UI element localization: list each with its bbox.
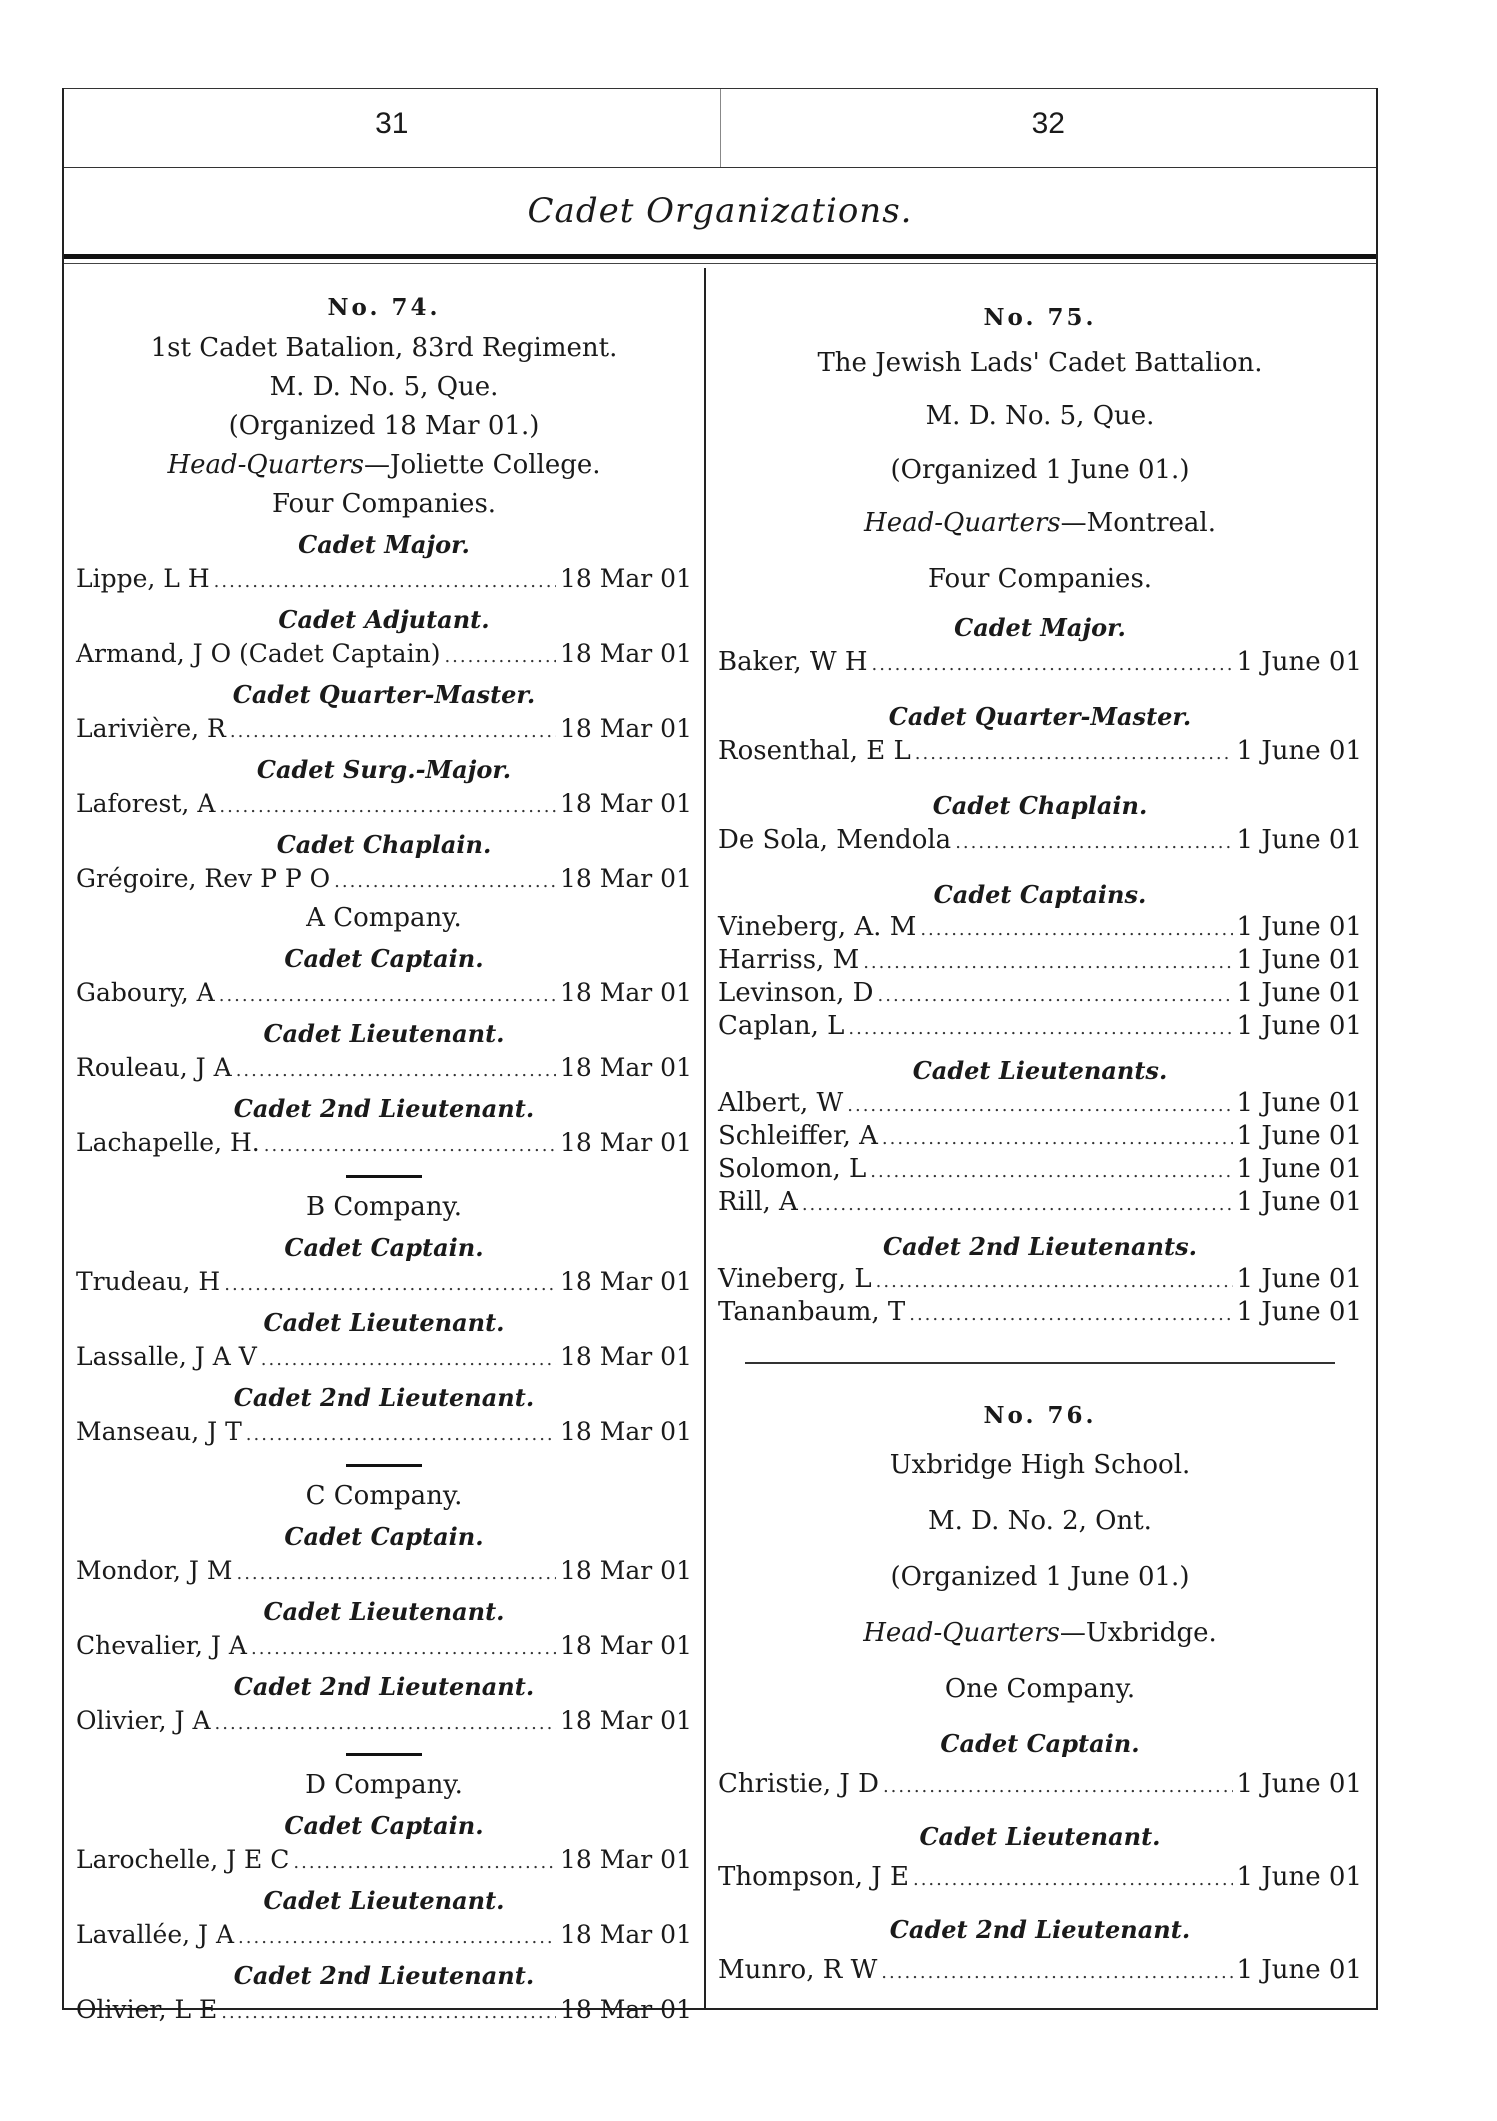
officer-date: 18 Mar 01 (560, 1267, 692, 1296)
officer-entry (76, 1918, 692, 1955)
appointment-heading: Cadet Chaplain. (276, 830, 492, 859)
officer-date: 1 June 01 (1236, 912, 1362, 942)
officer-name: Olivier, J A (76, 1706, 211, 1735)
officer-name: Baker, W H (718, 647, 868, 677)
officer-name: Lavallée, J A (76, 1920, 235, 1949)
officer-date: 18 Mar 01 (560, 1995, 692, 2024)
officer-name: Harriss, M (718, 945, 860, 975)
officer-entry (718, 1011, 1362, 1044)
hq-label: Head-Quarters (864, 508, 1061, 538)
leader-dots (264, 1129, 556, 1163)
leader-dots (261, 1343, 556, 1377)
appointment-heading: Cadet Lieutenant. (263, 1597, 505, 1626)
appointment-heading: Cadet 2nd Lieutenants. (883, 1232, 1197, 1261)
officer-name: Lassalle, J A V (76, 1342, 257, 1371)
leader-dots (863, 948, 1232, 978)
officer-date: 1 June 01 (1236, 1088, 1362, 1118)
company-divider (346, 1753, 422, 1756)
company-title: A Company. (306, 903, 462, 933)
officer-date: 18 Mar 01 (560, 1556, 692, 1585)
officer-date: 18 Mar 01 (560, 1845, 692, 1874)
org-companies: Four Companies. (927, 564, 1153, 594)
officer-entry (76, 1051, 692, 1088)
officer-entry (76, 712, 692, 749)
page-number-left: 31 (64, 89, 721, 167)
officer-entry (718, 1121, 1362, 1154)
officer-name: Gaboury, A (76, 978, 215, 1007)
leader-dots (915, 737, 1233, 771)
leader-dots (882, 1124, 1233, 1154)
officer-entry (718, 1264, 1362, 1297)
officer-name: Manseau, J T (76, 1417, 242, 1446)
section-title: Cadet Organizations. (527, 191, 913, 231)
leader-dots (848, 1014, 1232, 1044)
appointment-heading: Cadet Major. (954, 613, 1126, 642)
officer-entry (718, 734, 1362, 771)
officer-name: Rouleau, J A (76, 1053, 232, 1082)
leader-dots (219, 790, 556, 824)
leader-dots (215, 1707, 556, 1741)
leader-dots (920, 915, 1232, 945)
hq-label: Head-Quarters (863, 1618, 1060, 1648)
page-number-right: 32 (1031, 107, 1065, 140)
appointment-heading: Cadet 2nd Lieutenant. (889, 1915, 1191, 1944)
officer-date: 18 Mar 01 (560, 1128, 692, 1157)
officer-entry (76, 1704, 692, 1741)
header-rule-thick (64, 254, 1376, 259)
appointment-heading: Cadet Chaplain. (932, 791, 1148, 820)
officer-name: Tananbaum, T (718, 1297, 906, 1327)
appointment-heading: Cadet Lieutenant. (263, 1886, 505, 1915)
leader-dots (334, 865, 556, 899)
leader-dots (878, 981, 1233, 1011)
hq-label: Head-Quarters (167, 450, 365, 480)
officer-name: Armand, J O (Cadet Captain) (76, 639, 441, 668)
leader-dots (870, 1157, 1232, 1187)
officer-name: Christie, J D (718, 1769, 879, 1799)
appointment-heading: Cadet Major. (298, 530, 470, 559)
officer-name: Albert, W (718, 1088, 844, 1118)
company-divider (346, 1464, 422, 1467)
officer-entry (76, 562, 692, 599)
appointment-heading: Cadet 2nd Lieutenant. (233, 1094, 535, 1123)
org-headquarters (76, 446, 692, 485)
appointment-heading: Cadet Lieutenant. (263, 1019, 505, 1048)
page-header (64, 88, 1376, 168)
officer-entry (76, 1415, 692, 1452)
officer-date: 18 Mar 01 (560, 789, 692, 818)
leader-dots (909, 1300, 1232, 1330)
officer-date: 1 June 01 (1236, 1154, 1362, 1184)
appointment-heading: Cadet Lieutenant. (263, 1308, 505, 1337)
org-district: M. D. No. 5, Que. (925, 401, 1155, 431)
company-title: B Company. (306, 1192, 462, 1222)
officer-date: 1 June 01 (1236, 1121, 1362, 1151)
officer-name: Mondor, J M (76, 1556, 233, 1585)
officer-name: Chevalier, J A (76, 1631, 247, 1660)
officer-name: Olivier, L E (76, 1995, 218, 2024)
leader-dots (881, 1950, 1232, 1996)
appointment-heading: Cadet Captains. (933, 880, 1147, 909)
officer-date: 18 Mar 01 (560, 1342, 692, 1371)
officer-date: 18 Mar 01 (560, 1706, 692, 1735)
officer-name: De Sola, Mendola (718, 825, 952, 855)
officer-entry (718, 1297, 1362, 1330)
officer-name: Caplan, L (718, 1011, 845, 1041)
leader-dots (214, 565, 556, 599)
officer-name: Laforest, A (76, 789, 216, 818)
leader-dots (872, 648, 1233, 682)
officer-name: Lachapelle, H. (76, 1128, 260, 1157)
officer-name: Schleiffer, A (718, 1121, 878, 1151)
hq-value: —Montreal. (1060, 508, 1216, 538)
leader-dots (246, 1418, 556, 1452)
leader-dots (955, 826, 1232, 860)
officer-entry (76, 976, 692, 1013)
org-companies: One Company. (944, 1674, 1136, 1704)
leader-dots (251, 1632, 556, 1666)
officer-date: 18 Mar 01 (560, 1920, 692, 1949)
officer-entry (718, 1761, 1362, 1810)
leader-dots (802, 1190, 1233, 1220)
column-left (64, 268, 706, 2024)
org-district: M. D. No. 2, Ont. (928, 1506, 1152, 1536)
appointment-heading: Cadet Captain. (284, 1811, 484, 1840)
org-organized: (Organized 18 Mar 01.) (228, 411, 540, 441)
officer-date: 1 June 01 (1236, 647, 1362, 677)
officer-entry (718, 1947, 1362, 1996)
officer-date: 18 Mar 01 (560, 1053, 692, 1082)
officer-date: 1 June 01 (1236, 1011, 1362, 1041)
officer-date: 18 Mar 01 (560, 639, 692, 668)
appointment-heading: Cadet Adjutant. (278, 605, 490, 634)
officer-entry (76, 1629, 692, 1666)
appointment-heading: Cadet Lieutenants. (912, 1056, 1168, 1085)
officer-date: 1 June 01 (1236, 1769, 1362, 1799)
officer-entry (718, 1088, 1362, 1121)
officer-name: Munro, R W (718, 1955, 878, 1985)
officer-name: Rosenthal, E L (718, 736, 911, 766)
org-76 (718, 1402, 1362, 1996)
officer-entry (718, 823, 1362, 860)
org-headquarters (718, 1605, 1362, 1661)
officer-name: Lippe, L H (76, 564, 210, 593)
officer-name: Grégoire, Rev P P O (76, 864, 331, 893)
officer-entry (76, 1554, 692, 1591)
appointment-heading: Cadet Quarter-Master. (232, 680, 536, 709)
officer-entry (76, 1993, 692, 2030)
org-name: The Jewish Lads' Cadet Battalion. (817, 348, 1263, 378)
officer-date: 1 June 01 (1236, 1297, 1362, 1327)
officer-date: 1 June 01 (1236, 1862, 1362, 1892)
officer-date: 18 Mar 01 (560, 864, 692, 893)
officer-entry (718, 645, 1362, 682)
leader-dots (230, 715, 556, 749)
officer-name: Thompson, J E (718, 1862, 909, 1892)
officer-name: Vineberg, A. M (718, 912, 917, 942)
officer-entry (76, 1340, 692, 1377)
org-75 (718, 304, 1362, 1330)
appointment-heading: Cadet Lieutenant. (919, 1822, 1161, 1851)
officer-entry (718, 978, 1362, 1011)
appointment-heading: Cadet Captain. (284, 944, 484, 973)
org-district: M. D. No. 5, Que. (269, 372, 499, 402)
officer-entry (718, 1854, 1362, 1903)
register-page (62, 88, 1378, 2024)
officer-date: 18 Mar 01 (560, 978, 692, 1007)
org-74 (76, 294, 692, 2030)
leader-dots (847, 1091, 1232, 1121)
leader-dots (876, 1267, 1233, 1297)
appointment-heading: Cadet Quarter-Master. (888, 702, 1192, 731)
officer-date: 1 June 01 (1236, 945, 1362, 975)
officer-date: 18 Mar 01 (560, 714, 692, 743)
officer-entry (76, 787, 692, 824)
officer-date: 1 June 01 (1236, 1955, 1362, 1985)
leader-dots (224, 1268, 556, 1302)
appointment-heading: Cadet 2nd Lieutenant. (233, 1961, 535, 1990)
officer-name: Larochelle, J E C (76, 1845, 290, 1874)
leader-dots (236, 1557, 556, 1591)
leader-dots (219, 979, 556, 1013)
appointment-heading: Cadet Captain. (284, 1233, 484, 1262)
org-organized: (Organized 1 June 01.) (890, 455, 1190, 485)
officer-date: 18 Mar 01 (560, 1631, 692, 1660)
leader-dots (883, 1764, 1233, 1810)
org-number: No. 75. (983, 304, 1097, 331)
appointment-heading: Cadet Surg.-Major. (256, 755, 512, 784)
appointment-heading: Cadet Captain. (940, 1729, 1140, 1758)
organization-divider (745, 1362, 1335, 1364)
officer-name: Vineberg, L (718, 1264, 872, 1294)
officer-entry (718, 1154, 1362, 1187)
leader-dots (238, 1921, 556, 1955)
appointment-heading: Cadet 2nd Lieutenant. (233, 1383, 535, 1412)
officer-date: 1 June 01 (1236, 1264, 1362, 1294)
officer-date: 18 Mar 01 (560, 1417, 692, 1446)
officer-entry (718, 1187, 1362, 1220)
officer-entry (76, 1126, 692, 1163)
officer-name: Trudeau, H (76, 1267, 221, 1296)
officer-entry (76, 1265, 692, 1302)
officer-date: 1 June 01 (1236, 736, 1362, 766)
officer-name: Levinson, D (718, 978, 874, 1008)
leader-dots (444, 640, 556, 674)
officer-name: Larivière, R (76, 714, 226, 743)
org-number: No. 74. (327, 294, 441, 321)
company-title: D Company. (305, 1770, 463, 1800)
org-companies: Four Companies. (271, 489, 497, 519)
officer-date: 1 June 01 (1236, 1187, 1362, 1217)
officer-entry (718, 945, 1362, 978)
leader-dots (913, 1857, 1233, 1903)
officer-entry (76, 637, 692, 674)
officer-entry (718, 912, 1362, 945)
org-number: No. 76. (983, 1402, 1097, 1429)
header-rule-thin (64, 263, 1376, 264)
column-right (706, 268, 1374, 2008)
officer-entry (76, 862, 692, 899)
officer-entry (76, 1843, 692, 1880)
officer-date: 18 Mar 01 (560, 564, 692, 593)
company-divider (346, 1175, 422, 1178)
appointment-heading: Cadet Captain. (284, 1522, 484, 1551)
org-name: Uxbridge High School. (889, 1450, 1191, 1480)
officer-name: Solomon, L (718, 1154, 867, 1184)
officer-name: Rill, A (718, 1187, 798, 1217)
officer-date: 1 June 01 (1236, 825, 1362, 855)
company-title: C Company. (305, 1481, 463, 1511)
leader-dots (236, 1054, 556, 1088)
officer-date: 1 June 01 (1236, 978, 1362, 1008)
leader-dots (221, 1996, 556, 2030)
hq-value: —Joliette College. (364, 450, 601, 480)
leader-dots (293, 1846, 556, 1880)
org-organized: (Organized 1 June 01.) (890, 1562, 1190, 1592)
org-name: 1st Cadet Batalion, 83rd Regiment. (150, 333, 618, 363)
org-headquarters (718, 495, 1362, 551)
appointment-heading: Cadet 2nd Lieutenant. (233, 1672, 535, 1701)
hq-value: —Uxbridge. (1059, 1618, 1217, 1648)
